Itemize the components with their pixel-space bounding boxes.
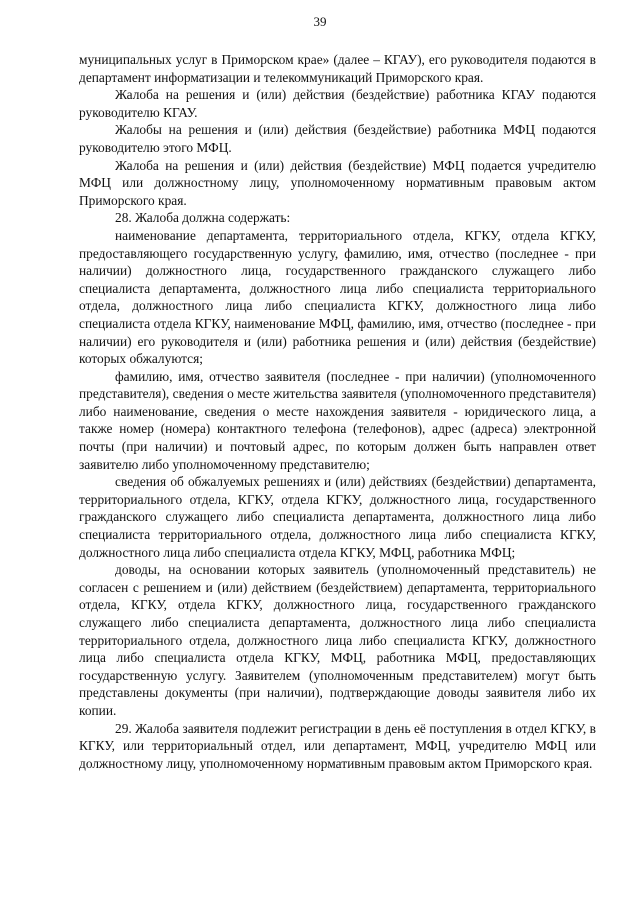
paragraph-continuation: муниципальных услуг в Приморском крае» (далее – КГАУ), его руководителя подаются в департамент информатизации и телекоммуникаций Приморского края. — [79, 52, 596, 85]
document-body — [79, 51, 596, 772]
paragraph-applicant-name: фамилию, имя, отчество заявителя (последнее - при наличии) (уполномоченного представителя), сведения о месте жительства заявителя (уполномоченного представителя) либо наименование, сведения о месте нахождения заявителя - юридического лица, а также номер (номера) контактного телефона (телефонов), адрес (адреса) электронной почты (при наличии) и почтовый адрес, по которым должен быть направлен ответ заявителю либо уполномоченному представителю; — [79, 368, 596, 472]
paragraph-mfc-complaint: Жалоба на решения и (или) действия (бездействие) МФЦ подается учредителю МФЦ или должностному лицу, уполномоченному нормативным правовым актом Приморского края. — [79, 157, 596, 208]
paragraph-appealed-decisions: сведения об обжалуемых решениях и (или) действиях (бездействии) департамента, территориального отдела, КГКУ, отдела КГКУ, должностного лица, государственного гражданского служащего либо специалиста департамента, должностного лица либо специалиста территориального отдела, должностного лица либо специалиста КГКУ, должностного лица либо специалиста отдела КГКУ, МФЦ, работника МФЦ; — [79, 474, 596, 560]
paragraph-arguments: доводы, на основании которых заявитель (уполномоченный представитель) не согласен с решением и (или) действием (бездействием) департамента, территориального отдела, КГКУ, отдела КГКУ, должностного лица, государственного гражданского служащего либо специалиста департамента, должностного лица либо специалиста территориального отдела, должностного лица либо специалиста КГКУ, должностного лица либо специалиста отдела КГКУ, МФЦ, работника МФЦ, предоставляющих государственную услугу. Заявителем (уполномоченным представителем) могут быть представлены документы (при наличии), подтверждающие доводы заявителя либо их копии. — [79, 562, 596, 718]
paragraph-kgau-complaint: Жалоба на решения и (или) действия (бездействие) работника КГАУ подаются руководителю КГАУ. — [79, 87, 596, 120]
paragraph-department-name: наименование департамента, территориального отдела, КГКУ, отдела КГКУ, предоставляющего государственную услугу, фамилию, имя, отчество (последнее - при наличии) должностного лица, государственного гражданского служащего либо специалиста департамента, должностного лица либо специалиста территориального отдела, должностного лица либо специалиста КГКУ, должностного лица либо специалиста отдела КГКУ, наименование МФЦ, фамилию, имя, отчество (последнее - при наличии) его руководителя и (или) работника решения и (или) действия (бездействие) которых обжалуются; — [79, 227, 596, 367]
paragraph-mfc-worker-complaint: Жалобы на решения и (или) действия (бездействие) работника МФЦ подаются руководителю этого МФЦ. — [79, 122, 596, 155]
page-number: 39 — [313, 14, 327, 29]
paragraph-clause-28: 28. Жалоба должна содержать: — [115, 210, 291, 226]
paragraph-clause-29: 29. Жалоба заявителя подлежит регистрации в день её поступления в отдел КГКУ, в КГКУ, или территориальный отдел, или департамент, МФЦ, учредителю МФЦ или должностному лицу, уполномоченному нормативным правовым актом Приморского края. — [79, 720, 596, 771]
